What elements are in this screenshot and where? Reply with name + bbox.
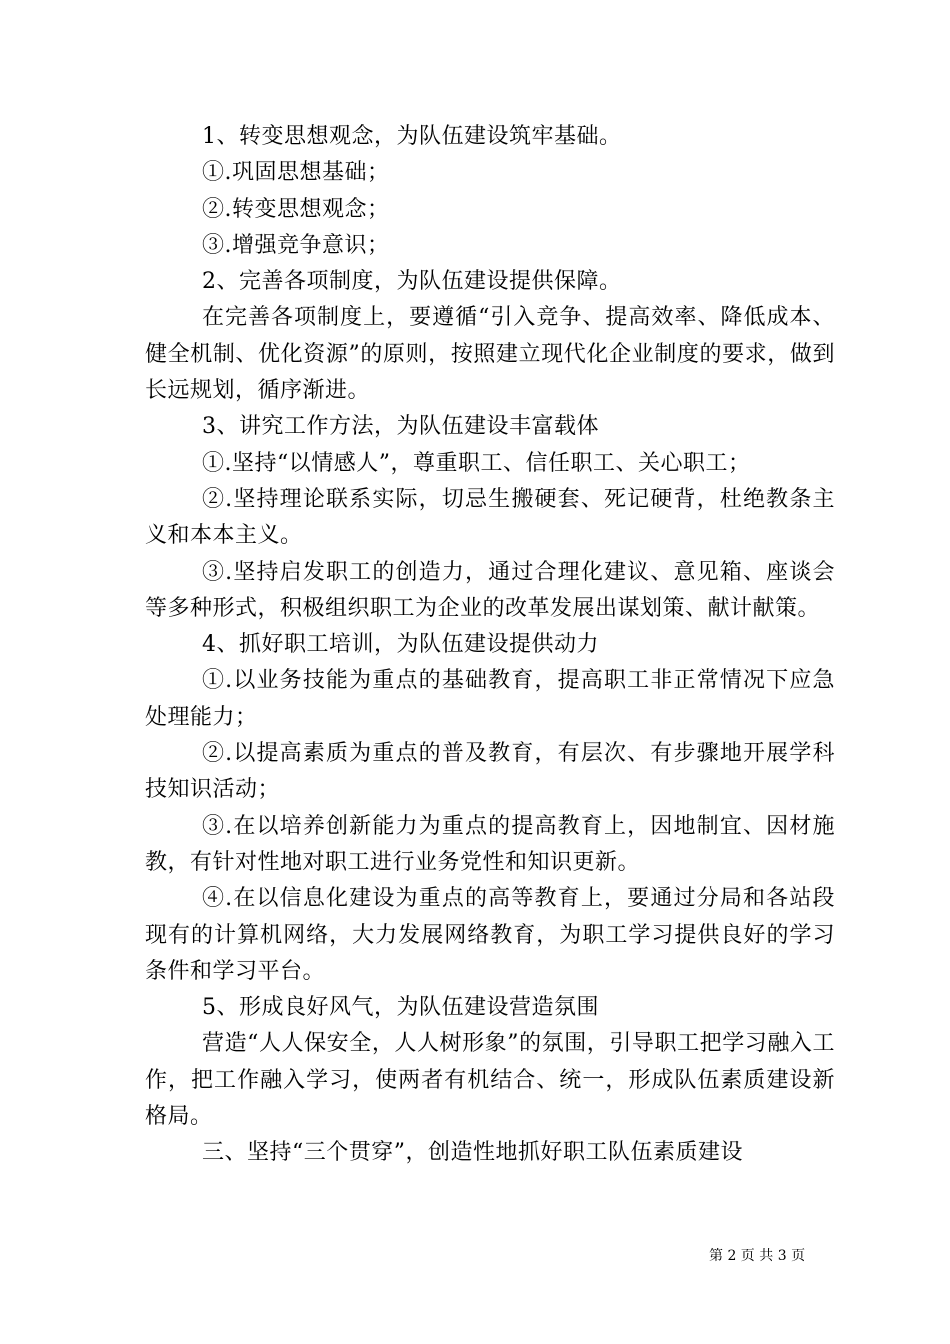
page-number-footer: 第 2 页 共 3 页 <box>709 1248 806 1264</box>
list-item: ②.坚持理论联系实际，切忌生搬硬套、死记硬背，杜绝教条主义和本本主义。 <box>145 486 835 549</box>
list-item: ①.巩固思想基础； <box>202 160 390 186</box>
list-item: ②.以提高素质为重点的普及教育，有层次、有步骤地开展学科技知识活动； <box>145 741 835 803</box>
list-heading-3: 3、讲究工作方法，为队伍建设丰富载体 <box>202 414 599 440</box>
list-item: ①.坚持“以情感人”，尊重职工、信任职工、关心职工； <box>202 450 751 476</box>
section-heading: 三、坚持“三个贯穿”，创造性地抓好职工队伍素质建设 <box>202 1140 743 1166</box>
list-item: ②.转变思想观念； <box>202 196 390 222</box>
list-heading-2: 2、完善各项制度，为队伍建设提供保障。 <box>202 269 622 295</box>
body-paragraph: 在完善各项制度上，要遵循“引入竞争、提高效率、降低成本、健全机制、优化资源”的原则，按照建立现代化企业制度的要求，做到长远规划，循序渐进。 <box>145 305 835 404</box>
body-paragraph: 营造“人人保安全，人人树形象”的氛围，引导职工把学习融入工作，把工作融入学习，使两者有机结合、统一，形成队伍素质建设新格局。 <box>145 1031 835 1130</box>
list-heading-4: 4、抓好职工培训，为队伍建设提供动力 <box>202 632 599 658</box>
list-item: ③.坚持启发职工的创造力，通过合理化建议、意见箱、座谈会等多种形式，积极组织职工为企业的改革发展出谋划策、献计献策。 <box>145 559 835 621</box>
list-item: ③.在以培养创新能力为重点的提高教育上，因地制宜、因材施教，有针对性地对职工进行业务党性和知识更新。 <box>145 813 835 875</box>
list-item: ④.在以信息化建设为重点的高等教育上，要通过分局和各站段现有的计算机网络，大力发展网络教育，为职工学习提供良好的学习条件和学习平台。 <box>145 886 835 984</box>
list-heading-5: 5、形成良好风气，为队伍建设营造氛围 <box>202 995 599 1021</box>
list-item: ③.增强竞争意识； <box>202 232 390 258</box>
document-body <box>145 119 835 1172</box>
list-item: ①.以业务技能为重点的基础教育，提高职工非正常情况下应急处理能力； <box>145 668 835 730</box>
list-heading-1: 1、转变思想观念，为队伍建设筑牢基础。 <box>202 124 622 149</box>
